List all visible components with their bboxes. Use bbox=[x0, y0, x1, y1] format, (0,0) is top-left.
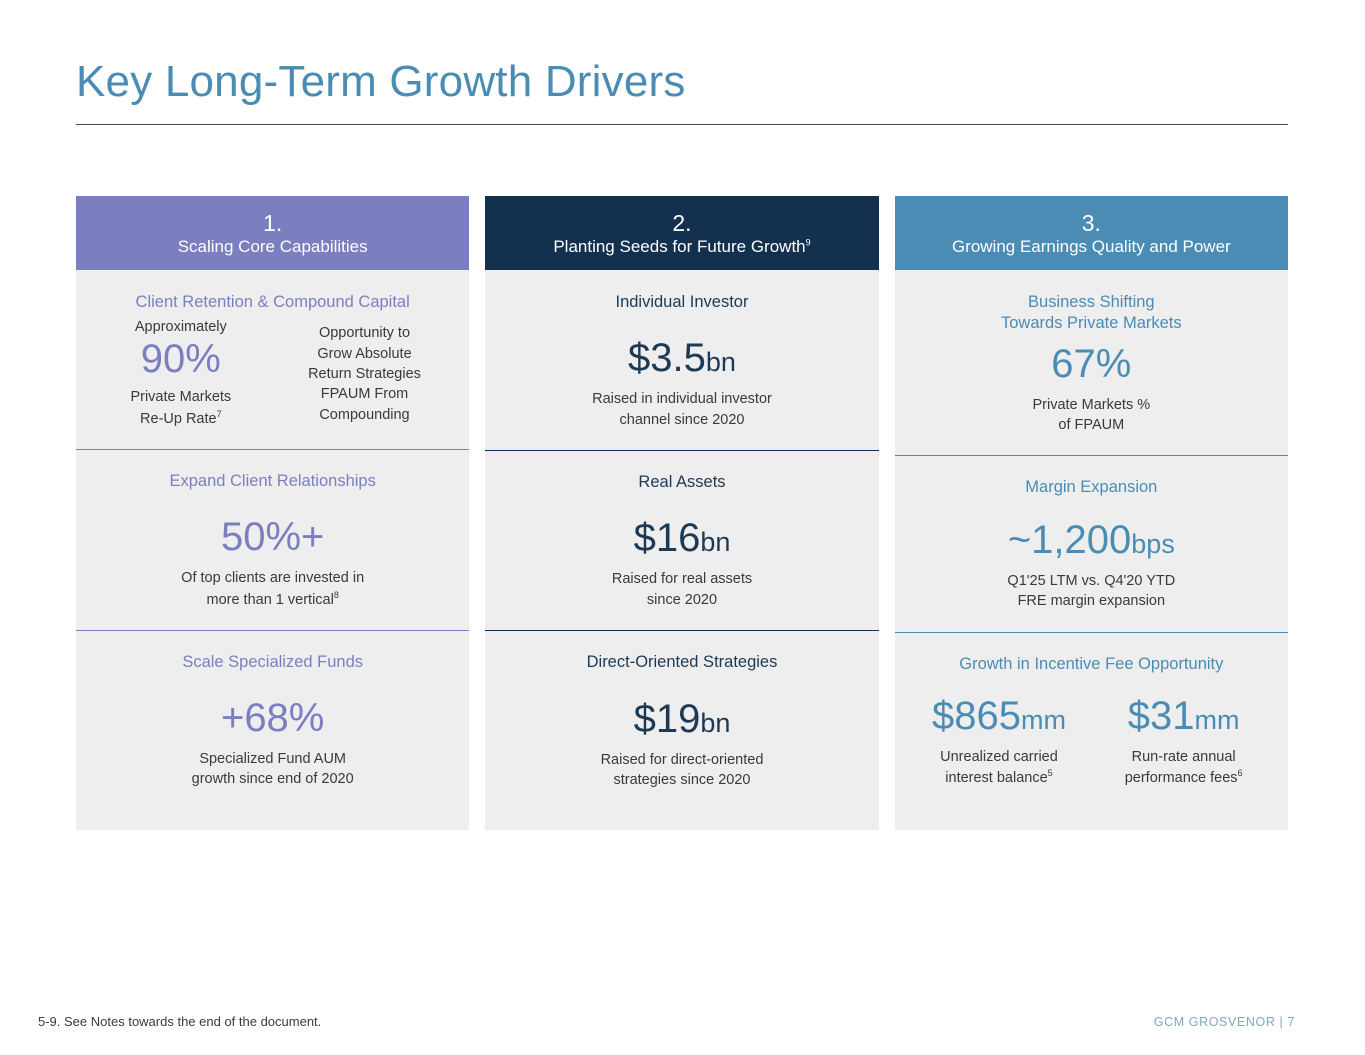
carried-interest-value bbox=[913, 693, 1086, 739]
growth-drivers-columns bbox=[76, 196, 1288, 830]
client-retention-value: 90% bbox=[140, 337, 221, 382]
expand-caption: Of top clients are invested in more than 1 vertical$^8$ bbox=[181, 570, 365, 608]
panel-direct-oriented bbox=[485, 630, 878, 830]
panel-individual-investor bbox=[485, 270, 878, 450]
incentive-fee-right bbox=[1097, 693, 1270, 788]
incentive-fee-left bbox=[913, 693, 1086, 788]
panel-margin-expansion-heading: Margin Expansion bbox=[1025, 478, 1158, 497]
margin-expansion-caption: Q1'25 LTM vs. Q4'20 YTD FRE margin expansion bbox=[1007, 572, 1176, 610]
margin-expansion-number: ~1,200 bbox=[1007, 517, 1132, 562]
panel-incentive-fee-heading: Growth in Incentive Fee Opportunity bbox=[959, 654, 1224, 673]
scale-value: +68% bbox=[220, 696, 325, 741]
column-3-title: Growing Earnings Quality and Power bbox=[951, 236, 1231, 256]
column-2-title bbox=[553, 237, 810, 258]
client-retention-caption: Private Markets Re-Up Rate$^7$ bbox=[130, 389, 232, 427]
panel-business-shifting-heading: Business Shifting Towards Private Markets bbox=[1001, 293, 1182, 333]
direct-oriented-value bbox=[503, 696, 860, 742]
real-assets-unit: bn bbox=[700, 527, 731, 558]
business-shifting-value: 67% bbox=[1051, 341, 1132, 386]
column-scaling-core-capabilities bbox=[76, 196, 469, 830]
page-title: Key Long-Term Growth Drivers bbox=[76, 57, 686, 106]
margin-expansion-value bbox=[913, 517, 1270, 563]
footnote-marker-9: 9 bbox=[805, 237, 811, 247]
expand-value: 50%+ bbox=[220, 515, 325, 560]
performance-fees-unit: mm bbox=[1194, 704, 1240, 735]
title-divider bbox=[76, 124, 1288, 125]
incentive-fee-stats bbox=[913, 693, 1270, 788]
individual-investor-caption: Raised in individual investor channel since 2020 bbox=[592, 391, 772, 428]
client-retention-stat bbox=[94, 319, 268, 428]
panel-scale-heading: Scale Specialized Funds bbox=[182, 652, 363, 671]
footnote-marker-5: 5 bbox=[1047, 768, 1053, 779]
column-2-header bbox=[485, 196, 878, 270]
client-retention-approx-label: Approximately bbox=[134, 319, 227, 336]
column-3-body bbox=[895, 270, 1288, 830]
panel-client-retention-split bbox=[94, 319, 451, 428]
column-1-number: 1. bbox=[263, 209, 283, 236]
direct-oriented-caption: Raised for direct-oriented strategies since 2020 bbox=[600, 751, 764, 788]
scale-caption: Specialized Fund AUM growth since end of 2020 bbox=[191, 751, 354, 788]
client-retention-opportunity-text: Opportunity to Grow Absolute Return Strategies FPAUM From Compounding bbox=[308, 325, 421, 423]
performance-fees-number: $31 bbox=[1127, 693, 1195, 738]
direct-oriented-number: $19 bbox=[633, 696, 701, 741]
carried-interest-unit: mm bbox=[1020, 704, 1066, 735]
real-assets-caption: Raised for real assets since 2020 bbox=[611, 571, 753, 608]
column-1-title: Scaling Core Capabilities bbox=[177, 236, 368, 256]
panel-scale-specialized-funds bbox=[76, 630, 469, 830]
footnote-marker-6: 6 bbox=[1237, 768, 1243, 779]
footnote-marker-7: 7 bbox=[216, 408, 222, 419]
panel-expand-heading: Expand Client Relationships bbox=[169, 471, 376, 490]
column-growing-earnings bbox=[895, 196, 1288, 830]
column-2-title-text: Planting Seeds for Future Growth bbox=[553, 236, 806, 256]
carried-interest-number: $865 bbox=[932, 693, 1021, 738]
performance-fees-value bbox=[1097, 693, 1270, 739]
panel-direct-oriented-heading: Direct-Oriented Strategies bbox=[586, 653, 778, 672]
panel-business-shifting bbox=[895, 270, 1288, 455]
individual-investor-unit: bn bbox=[705, 347, 736, 378]
panel-real-assets-heading: Real Assets bbox=[638, 473, 726, 492]
direct-oriented-unit: bn bbox=[700, 707, 731, 738]
performance-fees-caption: Run-rate annual performance fees$^6$ bbox=[1124, 748, 1243, 787]
panel-real-assets bbox=[485, 450, 878, 630]
footnote-text: 5-9. See Notes towards the end of the document. bbox=[38, 1014, 322, 1029]
carried-interest-caption: Unrealized carried interest balance$^5$ bbox=[940, 748, 1058, 787]
column-3-number: 3. bbox=[1081, 209, 1101, 236]
footnote-marker-8: 8 bbox=[333, 589, 339, 600]
panel-incentive-fee bbox=[895, 632, 1288, 829]
real-assets-value bbox=[503, 515, 860, 561]
panel-client-retention bbox=[76, 270, 469, 449]
column-planting-seeds bbox=[485, 196, 878, 830]
column-2-body bbox=[485, 270, 878, 830]
column-1-body bbox=[76, 270, 469, 830]
column-2-number: 2. bbox=[672, 209, 692, 236]
business-shifting-caption: Private Markets % of FPAUM bbox=[1032, 396, 1151, 434]
real-assets-number: $16 bbox=[633, 516, 701, 561]
panel-individual-investor-heading: Individual Investor bbox=[615, 293, 749, 311]
margin-expansion-unit: bps bbox=[1131, 528, 1175, 559]
individual-investor-number: $3.5 bbox=[628, 336, 706, 381]
column-3-header bbox=[895, 196, 1288, 270]
brand-footer: GCM GROSVENOR | 7 bbox=[1153, 1015, 1295, 1029]
panel-margin-expansion bbox=[895, 455, 1288, 631]
column-1-header bbox=[76, 196, 469, 270]
panel-client-retention-heading: Client Retention & Compound Capital bbox=[135, 293, 410, 311]
panel-expand-client-relationships bbox=[76, 449, 469, 630]
individual-investor-value bbox=[503, 335, 860, 381]
